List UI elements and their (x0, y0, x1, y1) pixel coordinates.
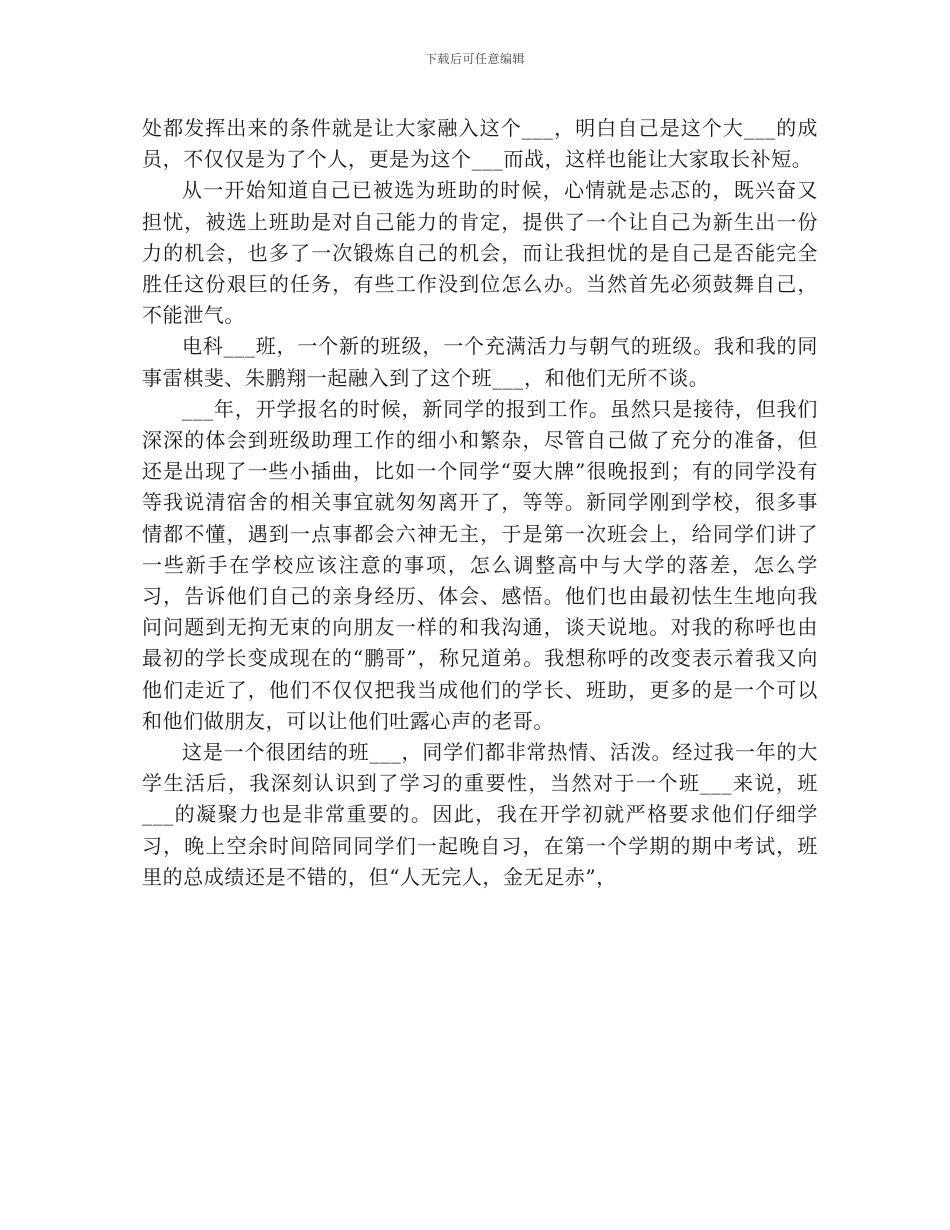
page-header: 下载后可任意编辑 (424, 52, 525, 66)
document-body (142, 113, 818, 893)
paragraph-class-intro: 电科___班，一个新的班级，一个充满活力与朝气的班级。我和我的同事雷棋斐、朱鹏翔一起融入到了这个班___，和他们无所不谈。 (142, 334, 818, 390)
paragraph-registration: ___年，开学报名的时候，新同学的报到工作。虽然只是接待，但我们深深的体会到班级助理工作的细小和繁杂，尽管自己做了充分的准备，但还是出现了一些小插曲，比如一个同学“耍大牌”很晚报到；有的同学没有等我说清宿舍的相关事宜就匆匆离开了，等等。新同学刚到学校，很多事情都不懂，遇到一点事都会六神无主，于是第一次班会上，给同学们讲了一些新手在学校应该注意的事项，怎么调整高中与大学的落差，怎么学习，告诉他们自己的亲身经历、体会、感悟。他们也由最初怯生生地向我问问题到无拘无束的向朋友一样的和我沟通，谈天说地。对我的称呼也由最初的学长变成现在的“鹏哥”，称兄道弟。我想称呼的改变表示着我又向他们走近了，他们不仅仅把我当成他们的学长、班助，更多的是一个可以和他们做朋友，可以让他们吐露心声的老哥。 (142, 396, 818, 733)
paragraph-continued: 处都发挥出来的条件就是让大家融入这个___，明白自己是这个大___的成员，不仅仅是为了个人，更是为这个___而战，这样也能让大家取长补短。 (142, 116, 818, 172)
paragraph-selection: 从一开始知道自己已被选为班助的时候，心情就是忐忑的，既兴奋又担忧，被选上班助是对自己能力的肯定，提供了一个让自己为新生出一份力的机会，也多了一次锻炼自己的机会，而让我担忧的是自己是否能完全胜任这份艰巨的任务，有些工作没到位怎么办。当然首先必须鼓舞自己，不能泄气。 (142, 178, 818, 328)
paragraph-unity: 这是一个很团结的班___，同学们都非常热情、活泼。经过我一年的大学生活后，我深刻认识到了学习的重要性，当然对于一个班___来说，班___的凝聚力也是非常重要的。因此，我在开学初就严格要求他们仔细学习，晚上空余时间陪同同学们一起晚自习，在第一个学期的期中考试，班里的总成绩还是不错的，但“人无完人，金无足赤”， (142, 740, 818, 889)
